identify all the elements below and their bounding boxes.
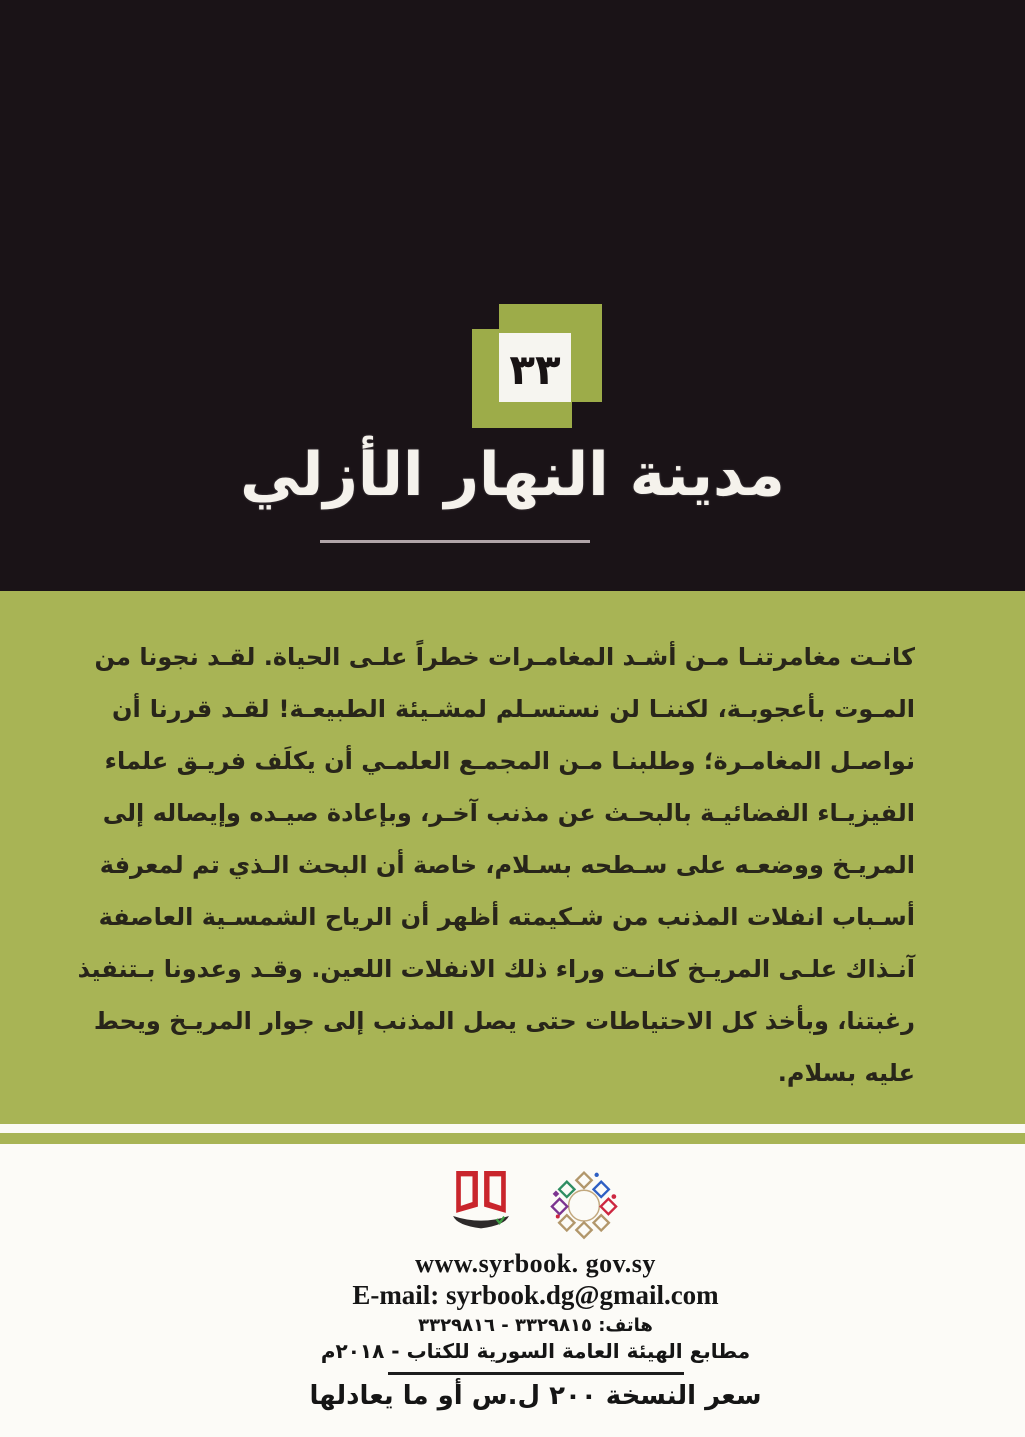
synopsis-line: آنـذاك علـى المريـخ كانـت وراء ذلك الانفلات اللعين. وقـد وعدونا بـتنفيذ <box>77 955 915 983</box>
synopsis-section <box>0 591 1025 1124</box>
synopsis-line: المريـخ ووضعـه على سـطحه بسـلام، خاصة أن البحث الـذي تم لمعرفة <box>99 851 915 879</box>
website-url: www.syrbook. gov.sy <box>415 1249 656 1278</box>
synopsis-line: عليه بسلام. <box>777 1059 915 1087</box>
series-number-emblem <box>472 304 602 428</box>
synopsis-line: أسـباب انفلات المذنب من شـكيمته أظهر أن الرياح الشمسـية العاصفة <box>98 903 915 931</box>
synopsis-line: المـوت بأعجوبـة، لكننـا لن نستسـلم لمشـيئة الطبيعـة! لقـد قررنا أن <box>112 695 915 723</box>
divider-green-stripe <box>0 1133 1025 1144</box>
series-number: ٣٣ <box>509 344 561 394</box>
book-title: مدينة النهار الأزلي <box>240 440 785 510</box>
price-text: سعر النسخة ٢٠٠ ل.س أو ما يعادلها <box>309 1381 762 1411</box>
black-header-section <box>0 0 1025 591</box>
open-book-logo-icon <box>450 1160 512 1244</box>
arabic-calligraphy-circle-logo-icon <box>546 1164 622 1240</box>
publisher-logos <box>46 1158 1025 1244</box>
publisher-imprint: مطابع الهيئة العامة السورية للكتاب - ٢٠١٨م <box>320 1339 751 1363</box>
synopsis-line: الفيزيـاء الفضائيـة بالبحـث عن مذنب آخـر، وبإعادة صيـده وإيصاله إلى <box>102 799 915 827</box>
publisher-footer-section <box>0 1144 1025 1437</box>
title-underline <box>320 540 590 543</box>
phone-numbers: هاتف: ٣٣٢٩٨١٥ - ٣٣٢٩٨١٦ <box>418 1315 653 1336</box>
divider-white-stripe <box>0 1124 1025 1133</box>
synopsis-line: كانـت مغامرتنـا مـن أشـد المغامـرات خطراً علـى الحياة. لقـد نجونا من <box>94 643 915 671</box>
title-area <box>0 441 1025 510</box>
divider-rule <box>388 1372 684 1375</box>
synopsis-line: نواصـل المغامـرة؛ وطلبنـا مـن المجمـع العلمـي أن يكلَف فريـق علماء <box>104 747 915 775</box>
email-address: E-mail: syrbook.dg@gmail.com <box>352 1280 719 1310</box>
emblem-white-square <box>499 333 571 402</box>
synopsis-line: رغبتنا، وبأخذ كل الاحتياطات حتى يصل المذنب إلى جوار المريـخ ويحط <box>93 1007 915 1035</box>
